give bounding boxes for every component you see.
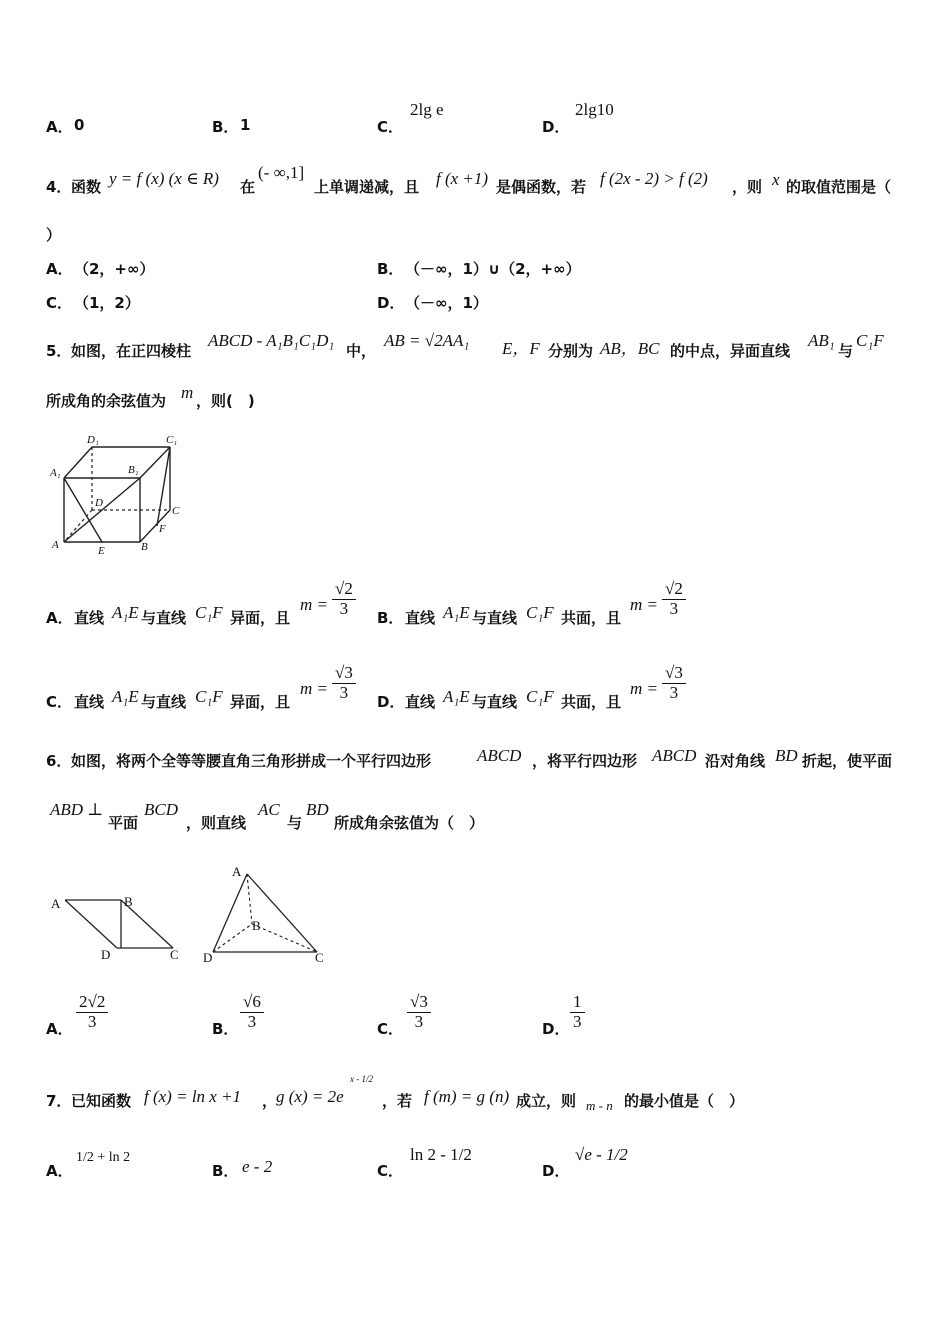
q6-option-c-label: C．	[377, 1020, 404, 1038]
q6-option-c-fraction	[407, 993, 431, 1031]
q5-option-b-label: B．	[377, 609, 404, 627]
q4-var: x	[772, 170, 780, 189]
q6-fig2-label-b: B	[252, 918, 261, 933]
q4-option-b-value: （－∞，1）∪（2，+∞）	[405, 260, 581, 278]
q7-option-d-label: D．	[542, 1162, 570, 1180]
q6-option-b-fraction	[240, 993, 264, 1031]
q6-text-1: 如图，将两个全等等腰直角三角形拼成一个平行四边形	[71, 752, 432, 770]
q5-option-a-c1f: C₁F	[195, 603, 223, 622]
q6-text-4: 折起，使平面	[802, 752, 893, 770]
q5-ef: E，F	[502, 339, 540, 358]
q6-option-b-den: 3	[247, 1011, 257, 1031]
q5-option-c-num: √3	[332, 664, 356, 684]
q6-abcd-2: ABCD	[652, 746, 697, 765]
q6-ac: AC	[258, 800, 280, 819]
q5-option-c-fraction	[332, 664, 356, 702]
q5-option-a-text2: 与直线	[141, 609, 187, 627]
q5-text-2: 中，	[346, 342, 377, 360]
q4-option-c-value: （1，2）	[74, 294, 140, 312]
q5-option-c-text1: 直线	[74, 693, 105, 711]
q7-comma: ，	[262, 1092, 278, 1110]
q7-option-a-label: A．	[46, 1162, 73, 1180]
q7-text-4: 的最小值是（ ）	[624, 1092, 745, 1110]
q5-fig-label-b: B	[141, 541, 148, 553]
q6-text-5: 平面	[108, 814, 139, 832]
q3-option-c-value: 2lg e	[410, 100, 444, 119]
q7-text-2: ，若	[382, 1092, 413, 1110]
q6-option-d-fraction	[570, 993, 585, 1031]
q6-fig2-label-d: D	[203, 950, 213, 965]
q5-option-b-meq: m =	[630, 595, 658, 614]
q4-number: 4．	[46, 178, 72, 196]
q6-text-6: ，则直线	[186, 814, 247, 832]
q5-option-d-c1f: C₁F	[526, 687, 554, 706]
q7-number: 7．	[46, 1092, 72, 1110]
q7-option-d-value: √e - 1/2	[575, 1145, 628, 1164]
q5-option-c-label: C．	[46, 693, 73, 711]
q7-option-a-value: 1/2 + ln 2	[76, 1150, 131, 1165]
q4-option-b-label: B．	[377, 260, 404, 278]
q6-option-d-label: D．	[542, 1020, 570, 1038]
q6-fig1-label-d: D	[101, 947, 111, 962]
q6-bd: BD	[775, 746, 798, 765]
q6-fig1-label-b: B	[124, 894, 133, 909]
q6-text-8: 所成角余弦值为（ ）	[334, 814, 485, 832]
q7-f: f (x) = ln x +1	[144, 1087, 242, 1106]
q7-m-minus-n: m - n	[586, 1098, 613, 1113]
q5-fig-label-d1: D₁	[87, 434, 99, 446]
q5-option-d-text1: 直线	[405, 693, 436, 711]
q5-option-c-den: 3	[339, 682, 349, 702]
q6-fig2-label-a: A	[232, 864, 242, 879]
q6-text-7: 与	[287, 814, 303, 832]
q5-option-b-a1e: A₁E	[443, 603, 470, 622]
q6-option-a-num: 2√2	[76, 993, 108, 1013]
q5-option-c-a1e: A₁E	[112, 687, 139, 706]
q4-text-7: ）	[46, 226, 62, 244]
q6-option-a-fraction	[76, 993, 108, 1031]
q4-text-4: 是偶函数，若	[496, 178, 587, 196]
q7-text-3: 成立，则	[516, 1092, 577, 1110]
q5-option-d-label: D．	[377, 693, 405, 711]
q4-text-2: 在	[240, 178, 256, 196]
q5-option-d-text3: 共面，且	[561, 693, 622, 711]
q6-text-3: 沿对角线	[705, 752, 766, 770]
q4-func: y = f (x) (x ∈ R)	[109, 169, 219, 188]
q4-option-a-value: （2，+∞）	[74, 260, 155, 278]
q5-text-5: 与	[838, 342, 854, 360]
q5-text-6: 所成角的余弦值为	[46, 392, 167, 410]
q5-option-d-text2: 与直线	[472, 693, 518, 711]
q4-text-3: 上单调递减，且	[314, 178, 420, 196]
q5-m: m	[181, 383, 194, 402]
q5-option-c-text3: 异面，且	[230, 693, 291, 711]
q6-fig1-label-c: C	[170, 947, 179, 962]
q5-option-b-den: 3	[669, 598, 679, 618]
q5-number: 5．	[46, 342, 72, 360]
q7-text-1: 已知函数	[71, 1092, 132, 1110]
q5-fig-label-e: E	[98, 545, 105, 557]
q6-text-2: ，将平行四边形	[532, 752, 638, 770]
q6-abd: ABD ⊥	[50, 800, 104, 819]
q4-option-c-label: C．	[46, 294, 73, 312]
q4-text-1: 函数	[71, 178, 102, 196]
q5-fig-label-d: D	[95, 497, 103, 509]
q7-option-b-label: B．	[212, 1162, 239, 1180]
q7-g-exponent: x - 1/2	[350, 1074, 373, 1084]
q3-option-d-value: 2lg10	[575, 100, 614, 119]
q7-equation: f (m) = g (n)	[424, 1087, 510, 1106]
q5-option-a-num: √2	[332, 580, 356, 600]
q3-option-a-label: A．	[46, 118, 73, 136]
q6-abcd-1: ABCD	[477, 746, 522, 765]
q5-option-d-meq: m =	[630, 679, 658, 698]
q5-option-a-fraction	[332, 580, 356, 618]
q3-option-d-label: D．	[542, 118, 570, 136]
q6-bcd: BCD	[144, 800, 178, 819]
q3-option-a-value: 0	[74, 116, 85, 134]
q5-text-1: 如图，在正四棱柱	[71, 342, 192, 360]
q5-option-d-fraction	[662, 664, 686, 702]
q5-fig-label-a: A	[52, 539, 59, 551]
q5-option-b-c1f: C₁F	[526, 603, 554, 622]
q5-option-b-fraction	[662, 580, 686, 618]
q5-option-d-num: √3	[662, 664, 686, 684]
q7-option-c-label: C．	[377, 1162, 404, 1180]
q5-option-a-den: 3	[339, 598, 349, 618]
q5-option-b-text3: 共面，且	[561, 609, 622, 627]
q6-bd-2: BD	[306, 800, 329, 819]
q5-fig-label-c: C	[172, 505, 180, 517]
q6-parallelogram-figure	[44, 888, 194, 968]
q6-option-c-num: √3	[407, 993, 431, 1013]
q3-option-b-label: B．	[212, 118, 239, 136]
q5-option-b-text1: 直线	[405, 609, 436, 627]
q5-option-c-text2: 与直线	[141, 693, 187, 711]
q6-fig2-label-c: C	[315, 950, 324, 965]
q5-option-c-c1f: C₁F	[195, 687, 223, 706]
q5-option-a-a1e: A₁E	[112, 603, 139, 622]
q4-shift: f (x +1)	[436, 169, 489, 188]
q6-tetrahedron-figure	[200, 860, 340, 970]
q6-option-d-num: 1	[570, 993, 585, 1013]
q5-option-a-meq: m =	[300, 595, 328, 614]
q5-fig-label-a1: A₁	[50, 467, 61, 479]
q4-inequality: f (2x - 2) > f (2)	[600, 169, 708, 188]
q5-option-b-text2: 与直线	[472, 609, 518, 627]
q6-fig1-label-a: A	[51, 896, 61, 911]
q5-option-a-text1: 直线	[74, 609, 105, 627]
q5-option-d-den: 3	[669, 682, 679, 702]
q6-option-a-den: 3	[87, 1011, 97, 1031]
q6-option-b-label: B．	[212, 1020, 239, 1038]
q5-relation: AB = √2AA₁	[384, 331, 470, 350]
q6-option-c-den: 3	[414, 1011, 424, 1031]
q5-option-a-label: A．	[46, 609, 73, 627]
q5-prism-figure	[40, 430, 190, 560]
q5-line-1: AB₁	[808, 331, 835, 350]
q4-option-a-label: A．	[46, 260, 73, 278]
q6-option-a-label: A．	[46, 1020, 73, 1038]
q7-g: g (x) = 2e	[276, 1087, 344, 1106]
q5-line-2: C₁F	[856, 331, 884, 350]
q4-option-d-label: D．	[377, 294, 405, 312]
q4-text-5: ，则	[732, 178, 763, 196]
q3-option-b-value: 1	[240, 116, 251, 134]
q6-number: 6．	[46, 752, 72, 770]
q5-prism: ABCD - A₁B₁C₁D₁	[208, 331, 335, 350]
q5-option-b-num: √2	[662, 580, 686, 600]
q5-text-4: 的中点，异面直线	[670, 342, 791, 360]
q5-text-3: 分别为	[548, 342, 594, 360]
q4-option-d-value: （－∞，1）	[405, 294, 488, 312]
q5-fig-label-f: F	[159, 523, 166, 535]
q3-option-c-label: C．	[377, 118, 404, 136]
q6-option-d-den: 3	[573, 1011, 582, 1031]
q6-option-b-num: √6	[240, 993, 264, 1013]
q5-option-c-meq: m =	[300, 679, 328, 698]
q5-option-d-a1e: A₁E	[443, 687, 470, 706]
q5-fig-label-b1: B₁	[128, 464, 139, 476]
q4-text-6: 的取值范围是（	[786, 178, 892, 196]
q7-option-c-value: ln 2 - 1/2	[410, 1145, 472, 1164]
q7-option-b-value: e - 2	[242, 1157, 273, 1176]
q5-option-a-text3: 异面，且	[230, 609, 291, 627]
q5-text-7: ，则( )	[196, 392, 255, 410]
q5-midpoints: AB，BC	[600, 339, 660, 358]
q4-interval: (- ∞,1]	[258, 163, 305, 182]
q5-fig-label-c1: C₁	[166, 434, 178, 446]
